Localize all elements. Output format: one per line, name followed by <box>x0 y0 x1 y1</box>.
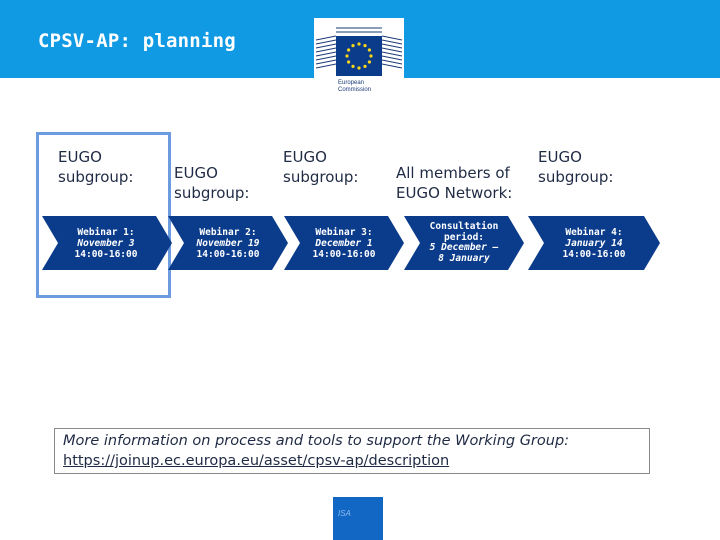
step-1-label: EUGO subgroup: <box>58 148 134 186</box>
step-3-label: EUGO subgroup: <box>283 148 359 186</box>
step-2-label: EUGO subgroup: <box>174 164 250 202</box>
step-4-label: All members of EUGO Network: <box>396 164 513 202</box>
chevron-consultation: Consultation period: 5 December – 8 January <box>404 216 524 270</box>
isa-logo <box>333 497 383 540</box>
slide-title: CPSV-AP: planning <box>38 30 236 52</box>
chevron-webinar-3: Webinar 3: December 1 14:00-16:00 <box>284 216 404 270</box>
isa-logo-text: ISA <box>338 509 351 518</box>
step-5-label: EUGO subgroup: <box>538 148 614 186</box>
chevron-webinar-4: Webinar 4: January 14 14:00-16:00 <box>528 216 660 270</box>
description-link[interactable]: https://joinup.ec.europa.eu/asset/cpsv-ap/description <box>63 453 450 469</box>
more-info-text: More information on process and tools to support the Working Group: <box>63 433 570 449</box>
chevron-webinar-2: Webinar 2: November 19 14:00-16:00 <box>168 216 288 270</box>
more-info-box <box>54 428 650 474</box>
european-commission-logo <box>314 18 404 100</box>
logo-text: European Commission <box>338 80 372 93</box>
chevron-webinar-1: Webinar 1: November 3 14:00-16:00 <box>42 216 172 270</box>
